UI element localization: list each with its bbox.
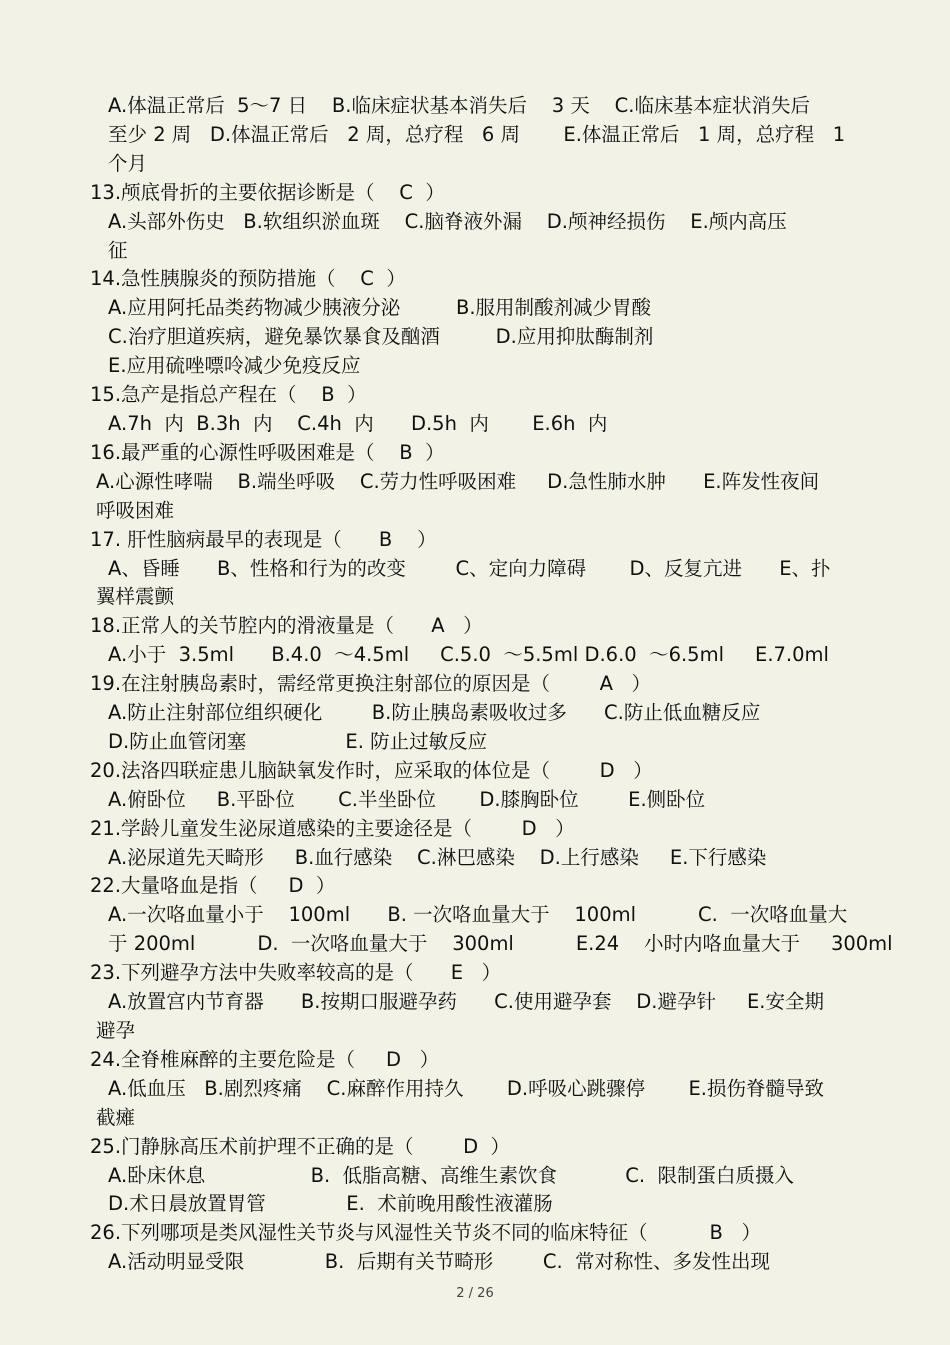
question-stem: 19.在注射胰岛素时，需经常更换注射部位的原因是（ A ）: [90, 672, 652, 696]
question-stem: 15.急产是指总产程在（ B ）: [90, 383, 367, 407]
answer-options: A.放置宫内节育器 B.按期口服避孕药 C.使用避孕套 D.避孕针 E.安全期: [108, 990, 824, 1014]
question-stem: 24.全脊椎麻醉的主要危险是（ D ）: [90, 1047, 440, 1071]
answer-options: A.体温正常后 5～7 日 B.临床症状基本消失后 3 天 C.临床基本症状消失后: [108, 94, 810, 117]
question-stem: 16.最严重的心源性呼吸困难是（ B ）: [90, 440, 445, 464]
question-stem: 26.下列哪项是类风湿性关节炎与风湿性关节炎不同的临床特征（ B ）: [90, 1221, 761, 1245]
answer-options: A.俯卧位 B.平卧位 C.半坐卧位 D.膝胸卧位 E.侧卧位: [108, 787, 706, 811]
answer-options: 呼吸困难: [96, 498, 175, 522]
answer-options: A.活动明显受限 B. 后期有关节畸形 C. 常对称性、多发性出现: [108, 1250, 771, 1274]
answer-options: D.防止血管闭塞 E. 防止过敏反应: [108, 729, 488, 753]
question-stem: 13.颅底骨折的主要依据诊断是（ C ）: [90, 180, 445, 204]
question-stem: 25.门静脉高压术前护理不正确的是（ D ）: [90, 1134, 511, 1158]
answer-options: 征: [108, 238, 128, 262]
answer-options: 翼样震颤: [96, 585, 175, 609]
question-stem: 17. 肝性脑病最早的表现是（ B ）: [90, 527, 437, 551]
answer-options: 个月: [108, 151, 148, 175]
answer-options: 于 200ml D. 一次咯血量大于 300ml E.24 小时内咯血量大于 300ml: [108, 932, 893, 956]
answer-options: A.防止注射部位组织硬化 B.防止胰岛素吸收过多 C.防止低血糖反应: [108, 701, 761, 725]
answer-options: A.头部外伤史 B.软组织淤血斑 C.脑脊液外漏 D.颅神经损伤 E.颅内高压: [108, 209, 787, 233]
answer-options: 至少 2 周 D.体温正常后 2 周，总疗程 6 周 E.体温正常后 1 周，总疗程 1: [108, 122, 846, 146]
answer-options: A.应用阿托品类药物减少胰液分泌 B.服用制酸剂减少胃酸: [108, 296, 652, 320]
answer-options: 截瘫: [96, 1105, 136, 1129]
question-stem: 20.法洛四联症患儿脑缺氧发作时，应采取的体位是（ D ）: [90, 758, 653, 782]
page-number: 2 / 26: [456, 1286, 494, 1301]
question-stem: 22.大量咯血是指（ D ）: [90, 874, 336, 898]
answer-options: A.一次咯血量小于 100ml B. 一次咯血量大于 100ml C. 一次咯血量大: [108, 903, 848, 927]
question-stem: 18.正常人的关节腔内的滑液量是（ A ）: [90, 614, 483, 638]
question-list: [90, 92, 893, 1277]
answer-options: A.小于 3.5ml B.4.0 ～4.5ml C.5.0 ～5.5ml D.6.0 ～6.5ml E.7.0ml: [108, 643, 829, 667]
question-stem: 14.急性胰腺炎的预防措施（ C ）: [90, 267, 406, 291]
answer-options: A.卧床休息 B. 低脂高糖、高维生素饮食 C. 限制蛋白质摄入: [108, 1163, 794, 1187]
question-stem: 23.下列避孕方法中失败率较高的是（ E ）: [90, 961, 502, 985]
answer-options: C.治疗胆道疾病，避免暴饮暴食及酗酒 D.应用抑肽酶制剂: [108, 325, 654, 349]
answer-options: A.低血压 B.剧烈疼痛 C.麻醉作用持久 D.呼吸心跳骤停 E.损伤脊髓导致: [108, 1076, 824, 1100]
answer-options: A、昏睡 B、性格和行为的改变 C、定向力障碍 D、反复亢进 E、扑: [108, 556, 831, 580]
answer-options: A.泌尿道先天畸形 B.血行感染 C.淋巴感染 D.上行感染 E.下行感染: [108, 845, 767, 869]
answer-options: A.心源性哮喘 B.端坐呼吸 C.劳力性呼吸困难 D.急性肺水肿 E.阵发性夜间: [96, 469, 820, 493]
answer-options: E.应用硫唑嘌呤减少免疫反应: [108, 354, 361, 378]
question-stem: 21.学龄儿童发生泌尿道感染的主要途径是（ D ）: [90, 816, 575, 840]
answer-options: D.术日晨放置胃管 E. 术前晚用酸性液灌肠: [108, 1192, 553, 1216]
answer-options: A.7h 内 B.3h 内 C.4h 内 D.5h 内 E.6h 内: [108, 411, 608, 435]
answer-options: 避孕: [96, 1019, 136, 1042]
